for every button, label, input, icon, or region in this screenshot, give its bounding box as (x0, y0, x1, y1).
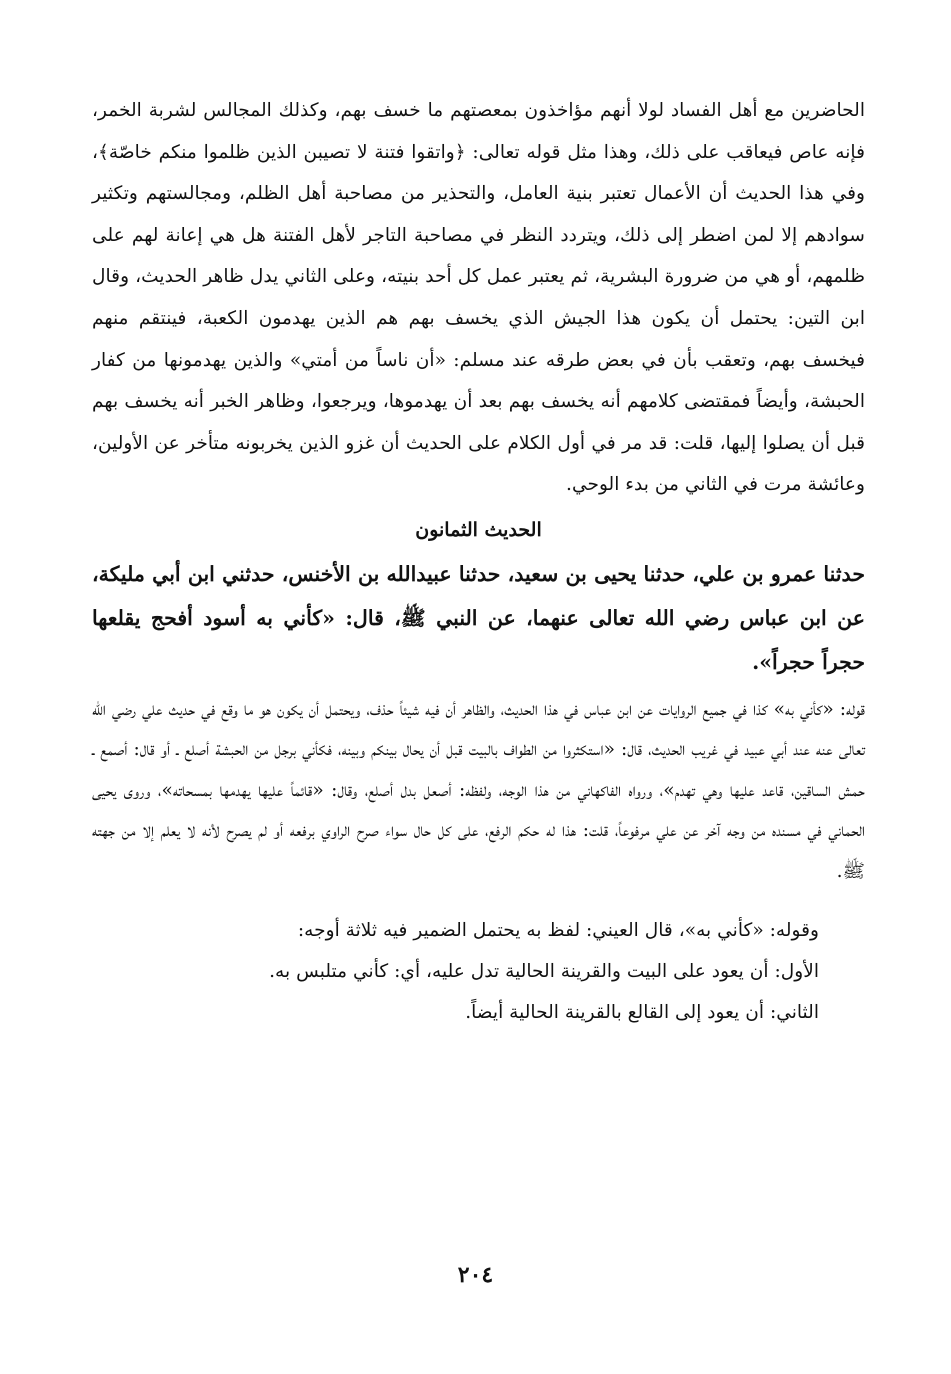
page-number: ٢٠٤ (457, 1262, 494, 1288)
section-heading: الحديث الثمانون (415, 518, 542, 541)
commentary-paragraph: الحاضرين مع أهل الفساد لولا أنهم مؤاخذون بمعصتهم ما خسف بهم، وكذلك المجالس لشربة الخمر، فإنه عاص فيعاقب على ذلك، وهذا مثل قوله تعالى: ﴿واتقوا فتنة لا تصيبن الذين ظلموا منكم خاصّة﴾، وفي هذا الحديث أن الأعمال تعتبر بنية العامل، والتحذير من مصاحبة أهل الظلم، ومجالستهم وتكثير سوادهم إلا لمن اضطر إلى ذلك، ويتردد النظر في مصاحبة التاجر لأهل الفتنة هل هي إعانة لهم على ظلمهم، أو هي من ضرورة البشرية، ثم يعتبر عمل كل أحد بنيته، وعلى الثاني يدل ظاهر الحديث، وقال ابن التين: يحتمل أن يكون هذا الجيش الذي يخسف بهم هم الذين يهدمون الكعبة، فينتقم منهم فيخسف بهم، وتعقب بأن في بعض طرقه عند مسلم: «أن ناساً من أمتي» والذين يهدمونها من كفار الحبشة، وأيضاً فمقتضى كلامهم أنه يخسف بهم بعد أن يهدموها، ويرجعوا، وظاهر الخبر أنه يخسف بهم قبل أن يصلوا إليها، قلت: قد مر في أول الكلام على الحديث أن غزو الذين يخربونه متأخر عن الأولين، وعائشة مرت في الثاني من بدء الوحي. (92, 100, 865, 496)
opinion-line-intro: وقوله: «كأني به»، قال العيني: لفظ به يحتمل الضمير فيه ثلاثة أوجه: (297, 920, 819, 942)
explanation-paragraph: قوله: «كأني به» كذا في جميع الروايات عن ابن عباس في هذا الحديث، والظاهر أن فيه شيئاً حذف، ويحتمل أن يكون هو ما وقع في حديث علي رضي الله تعالى عنه عند أبي عبيد في غريب الحديث، قال: «استكثروا من الطواف بالبيت قبل أن يحال بينكم وبينه، فكأني برجل من الحبشة أصلع ـ أو قال: أصمع ـ حمش الساقين، قاعد عليها وهي تهدم»، ورواه الفاكهاني من هذا الوجه، ولفظه: أصعل بدل أصلع، وقال: «قائماً عليها يهدمها بمسحاته»، وروى يحيى الحماني في مسنده من وجه آخر عن علي مرفوعاً، قلت: هذا له حكم الرفع، على كل حال سواء صرح الراوي برفعه أو لم يصرح لأنه لا يعلم إلا من جهته ﷺ. (92, 698, 865, 882)
opinion-line-second: الثاني: أن يعود إلى القالع بالقرينة الحالية أيضاً. (465, 1002, 819, 1024)
hadith-text: حدثنا عمرو بن علي، حدثنا يحيى بن سعيد، حدثنا عبيدالله بن الأخنس، حدثني ابن أبي مليكة، عن ابن عباس رضي الله تعالى عنهما، عن النبي ﷺ، قال: «كأني به أسود أفحج يقلعها حجراً حجراً». (92, 561, 865, 674)
page-body (92, 90, 865, 1033)
opinion-line-first: الأول: أن يعود على البيت والقرينة الحالية تدل عليه، أي: كأني متلبس به. (269, 961, 819, 983)
